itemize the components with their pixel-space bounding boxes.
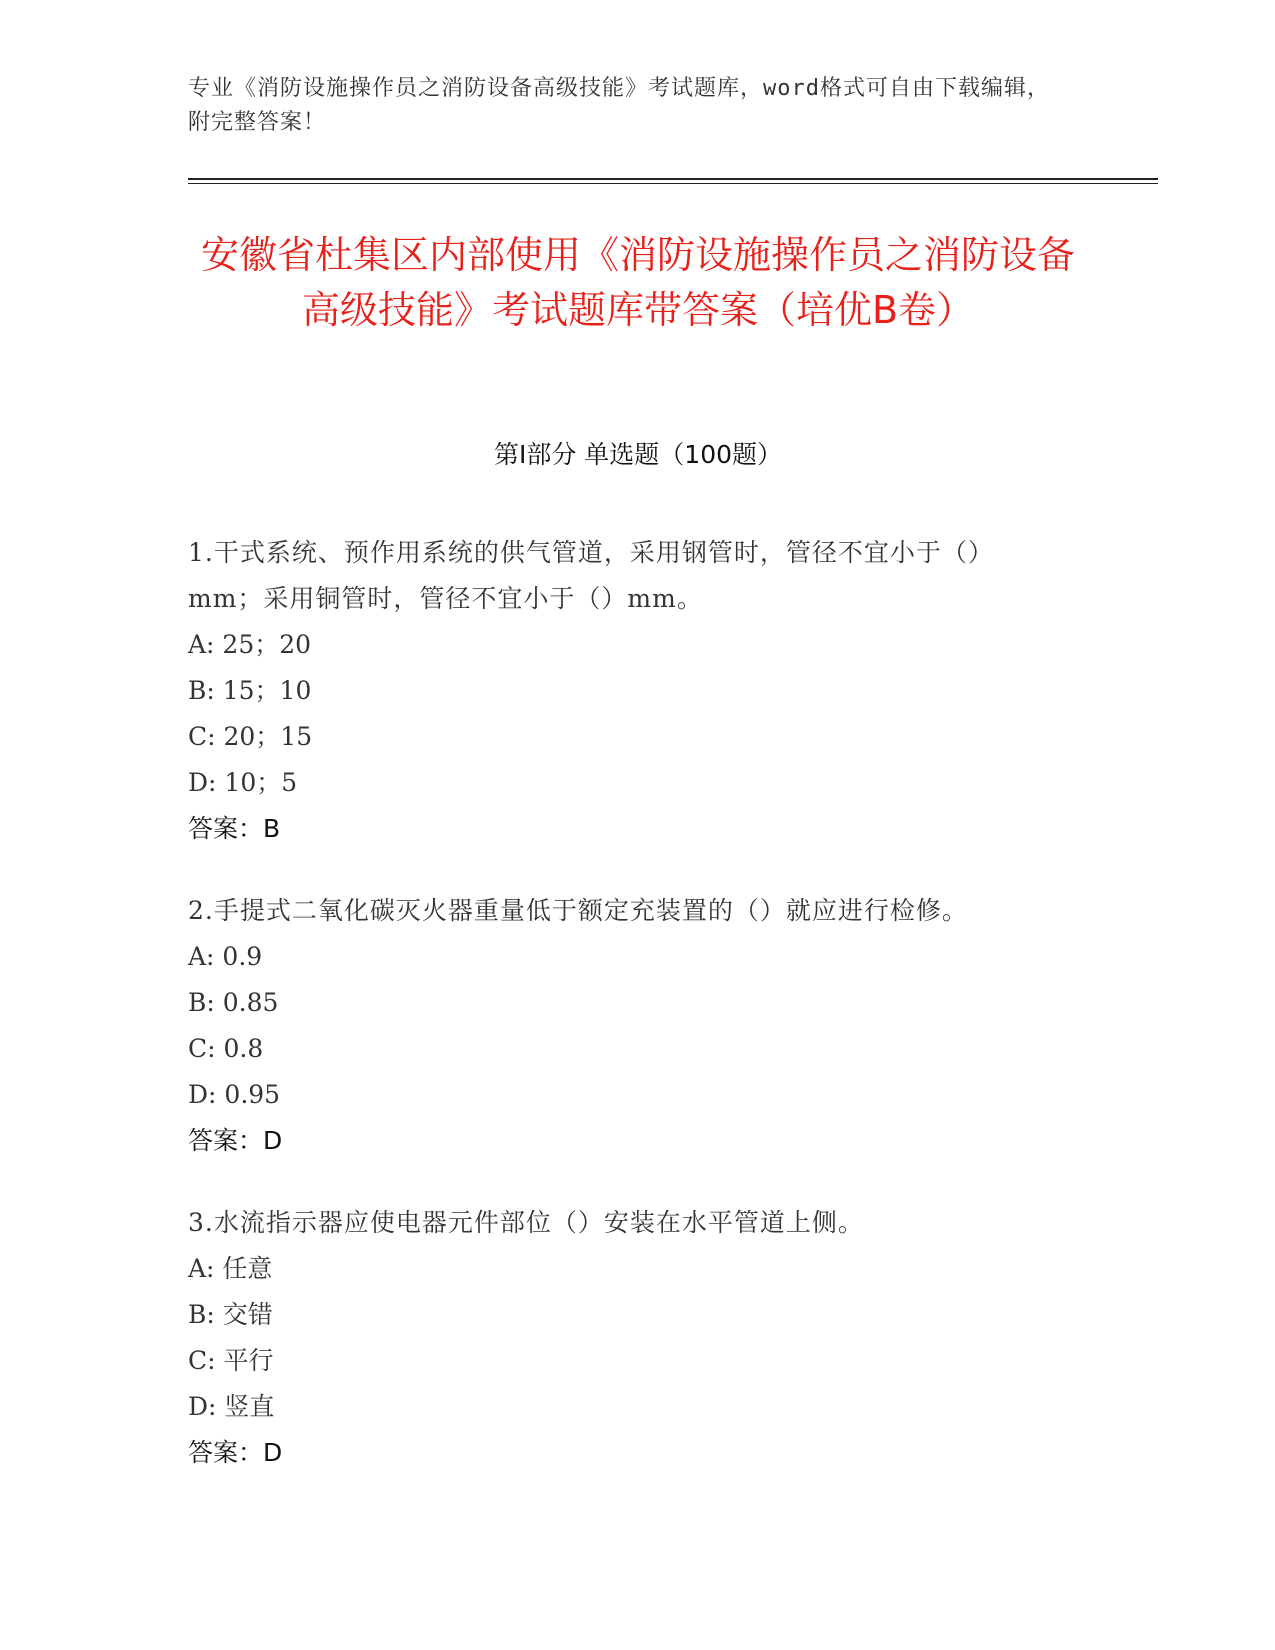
- question-stem: 3.水流指示器应使电器元件部位（）安装在水平管道上侧。: [188, 1208, 864, 1237]
- option-d: D: 0.95: [188, 1080, 281, 1109]
- document-title: 安徽省杜集区内部使用《消防设施操作员之消防设备高级技能》考试题库带答案（培优B卷）: [200, 233, 1075, 332]
- question-1: [188, 530, 1068, 852]
- option-c: C: 平行: [188, 1346, 274, 1375]
- option-a: A: 25；20: [188, 630, 312, 659]
- option-b: B: 15；10: [188, 676, 312, 705]
- option-c: C: 0.8: [188, 1034, 264, 1063]
- option-d: D: 竖直: [188, 1392, 275, 1421]
- question-2: [188, 888, 1068, 1164]
- option-a: A: 任意: [188, 1254, 273, 1283]
- question-3: [188, 1200, 1068, 1476]
- answer-line: 答案：D: [188, 1438, 283, 1467]
- option-d: D: 10；5: [188, 768, 298, 797]
- answer-line: 答案：B: [188, 814, 281, 843]
- option-b: B: 0.85: [188, 988, 279, 1017]
- option-a: A: 0.9: [188, 942, 263, 971]
- question-list: [188, 530, 1068, 1512]
- option-b: B: 交错: [188, 1300, 273, 1329]
- section-heading: 第I部分 单选题（100题）: [493, 440, 783, 469]
- option-c: C: 20；15: [188, 722, 313, 751]
- header-divider-thick: [188, 178, 1158, 180]
- answer-line: 答案：D: [188, 1126, 283, 1155]
- question-stem: 1.干式系统、预作用系统的供气管道，采用钢管时，管径不宜小于（）mm；采用铜管时，管径不宜小于（）mm。: [188, 538, 994, 613]
- header-divider-thin: [188, 183, 1158, 184]
- question-stem: 2.手提式二氧化碳灭火器重量低于额定充装置的（）就应进行检修。: [188, 896, 968, 925]
- header-note: 专业《消防设施操作员之消防设备高级技能》考试题库，word格式可自由下载编辑，附完整答案！: [188, 76, 1050, 135]
